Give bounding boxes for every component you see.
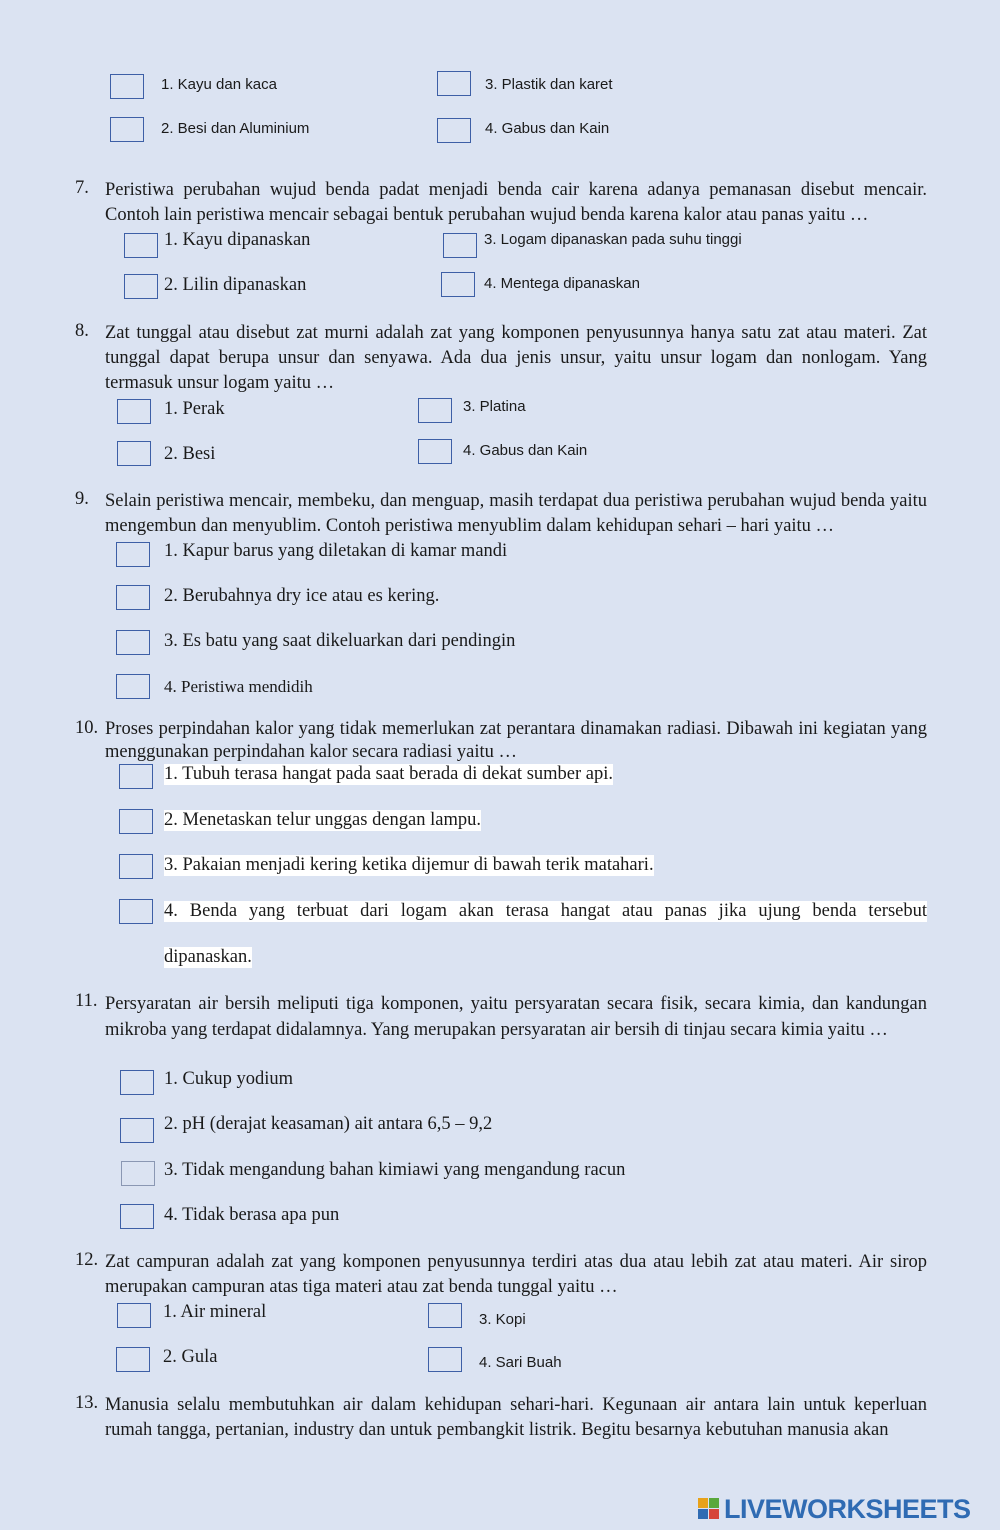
q11-option-2: 2. pH (derajat keasaman) ait antara 6,5 – 9,2 (164, 1114, 493, 1134)
q7-option-4: 4. Mentega dipanaskan (484, 275, 640, 292)
q7-text: Peristiwa perubahan wujud benda padat menjadi benda cair karena adanya pemanasan disebut mencair. Contoh lain peristiwa mencair sebagai bentuk perubahan wujud benda karena kalor atau panas yaitu … (105, 180, 927, 225)
checkbox-q11-opt1[interactable] (120, 1070, 154, 1095)
checkbox-q6-opt3[interactable] (437, 71, 471, 96)
q11-option-3: 3. Tidak mengandung bahan kimiawi yang mengandung racun (164, 1160, 626, 1180)
checkbox-q12-opt1[interactable] (117, 1303, 151, 1328)
q9-option-2: 2. Berubahnya dry ice atau es kering. (164, 586, 440, 606)
checkbox-q11-opt3[interactable] (121, 1161, 155, 1186)
q10-option-4: 4. Benda yang terbuat dari logam akan terasa hangat atau panas jika ujung benda tersebut (164, 901, 927, 921)
q9-option-1: 1. Kapur barus yang diletakan di kamar mandi (164, 541, 508, 561)
q12-option-4: 4. Sari Buah (479, 1354, 562, 1371)
checkbox-q9-opt4[interactable] (116, 674, 150, 699)
checkbox-q8-opt4[interactable] (418, 439, 452, 464)
logo-text: LIVEWORKSHEETS (724, 1494, 971, 1524)
q7-option-1: 1. Kayu dipanaskan (164, 230, 311, 250)
q8-option-4: 4. Gabus dan Kain (463, 442, 588, 459)
q12-number: 12. (75, 1250, 99, 1270)
q10-option-2: 2. Menetaskan telur unggas dengan lampu. (164, 810, 481, 830)
liveworksheets-logo[interactable] (698, 1495, 993, 1523)
checkbox-q10-opt1[interactable] (119, 764, 153, 789)
checkbox-q11-opt2[interactable] (120, 1118, 154, 1143)
q7-option-2: 2. Lilin dipanaskan (164, 275, 307, 295)
q10-option-4-cont: dipanaskan. (164, 947, 252, 967)
q6-option-2: 2. Besi dan Aluminium (161, 120, 310, 137)
checkbox-q12-opt3[interactable] (428, 1303, 462, 1328)
q6-option-3: 3. Plastik dan karet (485, 76, 613, 93)
q13-text: Manusia selalu membutuhkan air dalam kehidupan sehari-hari. Kegunaan air antara lain untuk keperluan rumah tangga, pertanian, industry dan untuk pembangkit listrik. Begitu besarnya kebutuhan manusia akan (105, 1395, 927, 1440)
q6-option-4: 4. Gabus dan Kain (485, 120, 610, 137)
q11-number: 11. (75, 991, 98, 1011)
q7-number: 7. (75, 178, 89, 198)
checkbox-q8-opt3[interactable] (418, 398, 452, 423)
checkbox-q6-opt2[interactable] (110, 117, 144, 142)
q8-text: Zat tunggal atau disebut zat murni adalah zat yang komponen penyusunnya hanya satu zat atau materi. Zat tunggal dapat berupa unsur dan senyawa. Ada dua jenis unsur, yaitu unsur logam dan nonlogam. Yang termasuk unsur logam yaitu … (105, 323, 927, 393)
q9-number: 9. (75, 489, 89, 509)
q11-option-4: 4. Tidak berasa apa pun (164, 1205, 340, 1225)
q8-option-3: 3. Platina (463, 398, 526, 415)
checkbox-q7-opt1[interactable] (124, 233, 158, 258)
q12-text: Zat campuran adalah zat yang komponen penyusunnya terdiri atas dua atau lebih zat atau materi. Air sirop merupakan campuran atas tiga materi atau zat benda tunggal yaitu … (105, 1252, 927, 1297)
q11-option-1: 1. Cukup yodium (164, 1069, 293, 1089)
checkbox-q9-opt3[interactable] (116, 630, 150, 655)
checkbox-q6-opt1[interactable] (110, 74, 144, 99)
checkbox-q8-opt2[interactable] (117, 441, 151, 466)
checkbox-q9-opt1[interactable] (116, 542, 150, 567)
checkbox-q10-opt2[interactable] (119, 809, 153, 834)
q6-option-1: 1. Kayu dan kaca (161, 76, 277, 93)
q12-option-3: 3. Kopi (479, 1311, 526, 1328)
checkbox-q11-opt4[interactable] (120, 1204, 154, 1229)
q12-option-1: 1. Air mineral (163, 1302, 267, 1322)
checkbox-q7-opt3[interactable] (443, 233, 477, 258)
q8-option-1: 1. Perak (164, 399, 225, 419)
q9-text: Selain peristiwa mencair, membeku, dan menguap, masih terdapat dua peristiwa perubahan wujud benda yaitu mengembun dan menyublim. Contoh peristiwa menyublim dalam kehidupan sehari – hari yaitu … (105, 491, 927, 536)
q10-number: 10. (75, 718, 99, 738)
q10-text: Proses perpindahan kalor yang tidak memerlukan zat perantara dinamakan radiasi. Dibawah ini kegiatan yang menggunakan perpindahan kalor secara radiasi yaitu … (105, 719, 927, 762)
checkbox-q12-opt4[interactable] (428, 1347, 462, 1372)
q8-option-2: 2. Besi (164, 444, 216, 464)
checkbox-q12-opt2[interactable] (116, 1347, 150, 1372)
checkbox-q6-opt4[interactable] (437, 118, 471, 143)
checkbox-q7-opt4[interactable] (441, 272, 475, 297)
checkbox-q8-opt1[interactable] (117, 399, 151, 424)
q11-text: Persyaratan air bersih meliputi tiga komponen, yaitu persyaratan secara fisik, secara kimia, dan kandungan mikroba yang terdapat didalamnya. Yang merupakan persyaratan air bersih di tinjau secara kimia yaitu … (105, 994, 927, 1040)
logo-mark-icon (698, 1498, 720, 1520)
q9-option-3: 3. Es batu yang saat dikeluarkan dari pendingin (164, 631, 516, 651)
q7-option-3: 3. Logam dipanaskan pada suhu tinggi (484, 231, 742, 248)
q10-option-1: 1. Tubuh terasa hangat pada saat berada di dekat sumber api. (164, 764, 614, 784)
q10-option-3: 3. Pakaian menjadi kering ketika dijemur di bawah terik matahari. (164, 855, 654, 875)
checkbox-q7-opt2[interactable] (124, 274, 158, 299)
q12-option-2: 2. Gula (163, 1347, 218, 1367)
q13-number: 13. (75, 1393, 99, 1413)
checkbox-q9-opt2[interactable] (116, 585, 150, 610)
checkbox-q10-opt3[interactable] (119, 854, 153, 879)
checkbox-q10-opt4[interactable] (119, 899, 153, 924)
q9-option-4: 4. Peristiwa mendidih (164, 677, 313, 696)
q8-number: 8. (75, 321, 89, 341)
